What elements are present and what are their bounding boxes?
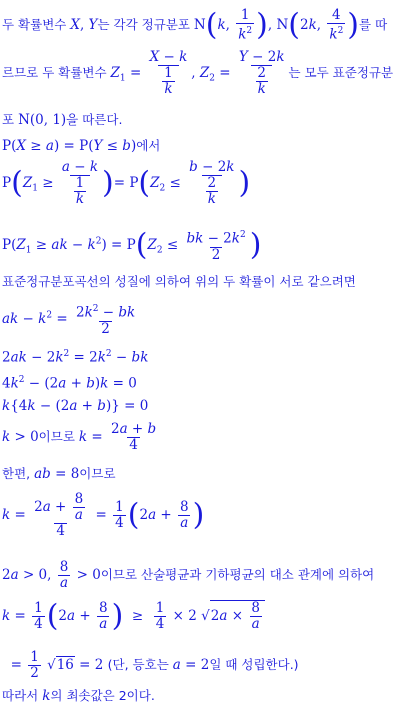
line-11: k{4k − (2a + b)} = 0 xyxy=(2,398,149,414)
line-1: 두 확률변수 X, Y는 각각 정규분포 N(k, $\frac{1}{k^2}$ ), N(2k, $\frac{4}{k^2}$ )를 따 xyxy=(2,7,388,43)
line-14: k = 2a + $\frac{8}{a}$ 4 = $\frac{1}{4}$ (2a + $\frac{8}{a}$ ) xyxy=(2,491,205,539)
line-17: = $\frac{1}{2}$ √16 = 2 (단, 등호는 a = 2일 때 성립한다.) xyxy=(2,649,299,681)
text-condition: 표준정규분포곡선의 성질에 의하여 위의 두 확률이 서로 같으려면 xyxy=(2,274,356,289)
line-4: P(X ≥ a) = P(Y ≤ b)에서 xyxy=(2,138,161,154)
line-8: ak − $k^2$ = $\frac{2k^2 - bk}{2}$ xyxy=(2,304,136,337)
line-13: 한편, ab = 8이므로 xyxy=(2,466,116,482)
line-7 xyxy=(2,274,356,290)
line-5: $P(Z_1$ ≥ $\frac{a - k}{\frac{1}{k}}$ )= $P(Z_2$ ≤ $\frac{b - 2k}{\frac{2}{k}}$ ) xyxy=(2,159,251,207)
line-15: 2a > 0, $\frac{8}{a}$ > 0이므로 산술평균과 기하평균의 대소 관계에 의하여 xyxy=(2,559,375,591)
line-2: 르므로 두 확률변수 $Z_1$ = $\frac{X - k}{\frac{1}{k}}$ , $Z_2$ = $\frac{Y - 2k}{\frac{2}{k}}$ 는 모두 표준정규분 xyxy=(2,49,394,97)
text-korean-1: 두 확률변수 xyxy=(2,16,71,32)
line-12: k > 0이므로 k = $\frac{2a + b}{4}$ xyxy=(2,421,157,453)
line-10: $4k^2 - (2a + b)k = 0$ xyxy=(2,375,137,392)
line-3: 포 N(0, 1)을 따른다. xyxy=(2,112,123,128)
line-16: k = $\frac{1}{4}$ (2a + $\frac{8}{a}$ ) ≥ $\frac{1}{4}$ × 2 √2a × $\frac{8}{a}$ xyxy=(2,600,265,632)
line-9: $2ak - 2k^2 = 2k^2$ − bk xyxy=(2,349,149,366)
line-6: $P(Z_1$ ≥ ak − $k^2) = P(Z_2$ ≤ $\frac{bk - 2k^2}{2}$ ) xyxy=(2,227,262,263)
line-18: 따라서 k의 최솟값은 2이다. xyxy=(2,688,155,704)
